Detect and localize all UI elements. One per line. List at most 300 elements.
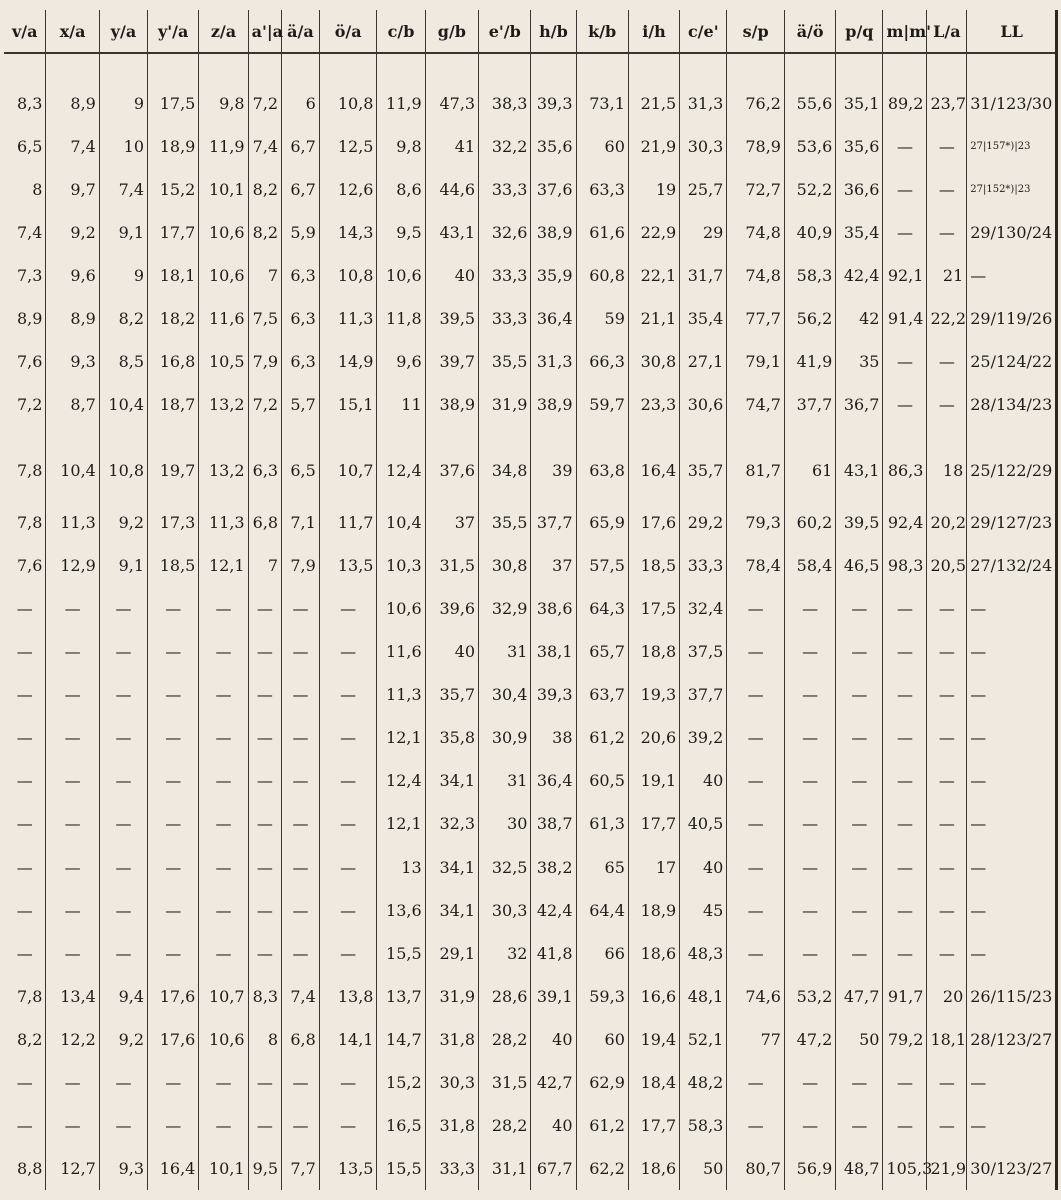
table-cell: — <box>148 802 199 845</box>
table-row <box>4 802 1056 845</box>
table-cell: — <box>727 932 785 975</box>
spacer-cell <box>377 53 425 82</box>
table-cell: 9,2 <box>99 1018 147 1061</box>
spacer-cell <box>531 53 576 82</box>
table-cell: 42,4 <box>531 889 576 932</box>
table-cell: — <box>967 673 1056 716</box>
table-cell: 47,3 <box>425 82 478 125</box>
table-cell: 10,7 <box>199 975 248 1018</box>
table-cell: 17,7 <box>628 1104 679 1147</box>
table-cell: 61,3 <box>576 802 628 845</box>
table-cell: 35,5 <box>479 340 531 383</box>
table-cell: 8 <box>32 180 43 200</box>
table-cell: 42,7 <box>531 1061 576 1104</box>
table-cell: 17,6 <box>148 1018 199 1061</box>
table-row <box>4 1018 1056 1061</box>
table-cell: 38,3 <box>479 82 531 125</box>
table-cell: 18,1 <box>148 254 199 297</box>
table-cell: — <box>836 932 883 975</box>
table-row <box>4 1104 1056 1147</box>
table-cell: — <box>99 889 147 932</box>
table-cell: — <box>784 716 835 759</box>
table-cell: 13,2 <box>199 426 248 501</box>
table-cell: 39,5 <box>425 297 478 340</box>
table-cell: — <box>282 1061 320 1104</box>
table-cell: — <box>16 900 33 920</box>
table-cell: — <box>883 125 927 168</box>
column-header: ä/a <box>282 10 320 53</box>
table-cell: — <box>99 587 147 630</box>
table-cell: 10,8 <box>319 82 377 125</box>
table-cell: 32,2 <box>479 125 531 168</box>
table-cell: 40 <box>680 759 727 802</box>
table-row <box>4 889 1056 932</box>
table-cell: — <box>883 1061 927 1104</box>
spacer-cell <box>248 53 282 82</box>
table-cell: — <box>46 673 99 716</box>
table-cell: 36,4 <box>531 759 576 802</box>
table-cell: 6 <box>282 82 320 125</box>
table-cell: 33,3 <box>479 254 531 297</box>
column-header: h/b <box>531 10 576 53</box>
spacer-cell <box>99 53 147 82</box>
table-cell: 26/115/23 <box>967 975 1056 1018</box>
table-cell: 29/119/26 <box>967 297 1056 340</box>
spacer-cell <box>967 53 1056 82</box>
table-cell: 8,3 <box>248 975 282 1018</box>
spacer-cell <box>425 53 478 82</box>
table-cell: — <box>199 673 248 716</box>
table-cell: — <box>148 673 199 716</box>
table-cell: 18 <box>927 426 967 501</box>
table-cell: — <box>16 1115 33 1135</box>
table-cell: 11 <box>377 383 425 426</box>
table-cell: 11,9 <box>377 82 425 125</box>
table-cell: 14,1 <box>319 1018 377 1061</box>
table-cell: 13,4 <box>46 975 99 1018</box>
table-cell: — <box>319 716 377 759</box>
table-cell: 47,2 <box>784 1018 835 1061</box>
table-cell: 33,3 <box>479 168 531 211</box>
column-header: s/p <box>727 10 785 53</box>
table-cell: — <box>99 716 147 759</box>
spacer-cell <box>479 53 531 82</box>
table-cell: 56,9 <box>784 1147 835 1190</box>
table-cell: — <box>148 630 199 673</box>
table-cell: 18,5 <box>148 544 199 587</box>
table-cell: — <box>927 340 967 383</box>
table-cell: — <box>927 759 967 802</box>
table-cell: 62,9 <box>576 1061 628 1104</box>
table-cell: 40 <box>531 1018 576 1061</box>
table-cell: 18,7 <box>148 383 199 426</box>
table-cell: 92,1 <box>883 254 927 297</box>
table-cell: 16,4 <box>148 1147 199 1190</box>
table-cell: 12,1 <box>377 716 425 759</box>
table-cell: — <box>784 1061 835 1104</box>
table-cell: — <box>46 716 99 759</box>
table-row <box>4 501 1056 544</box>
table-cell: 7,9 <box>248 340 282 383</box>
table-cell: 78,9 <box>727 125 785 168</box>
table-cell: 27,1 <box>680 340 727 383</box>
table-cell: 20,5 <box>927 544 967 587</box>
table-cell: 57,5 <box>576 544 628 587</box>
table-cell: 27/132/24 <box>967 544 1056 587</box>
table-cell: — <box>248 587 282 630</box>
table-cell: 5,9 <box>282 211 320 254</box>
table-cell: 34,1 <box>425 759 478 802</box>
table-cell: 79,2 <box>883 1018 927 1061</box>
table-cell: — <box>16 771 33 791</box>
table-cell: 36,4 <box>531 297 576 340</box>
table-cell: 7,8 <box>16 461 43 481</box>
table-cell: — <box>282 802 320 845</box>
header-spacer-row <box>4 53 1056 82</box>
table-cell: 7,4 <box>46 125 99 168</box>
table-cell: 12,4 <box>377 426 425 501</box>
table-cell: — <box>727 716 785 759</box>
table-cell: 37,6 <box>425 426 478 501</box>
table-cell: 33,3 <box>479 297 531 340</box>
table-cell: 66,3 <box>576 340 628 383</box>
table-cell: 28,6 <box>479 975 531 1018</box>
table-cell: — <box>927 716 967 759</box>
table-row <box>4 383 1056 426</box>
table-cell: 10,6 <box>199 254 248 297</box>
table-cell: 16,6 <box>628 975 679 1018</box>
table-cell: 39 <box>531 426 576 501</box>
table-cell: 6,8 <box>248 501 282 544</box>
table-cell: 50 <box>836 1018 883 1061</box>
spacer-cell <box>46 53 99 82</box>
spacer-cell <box>883 53 927 82</box>
table-cell: 6,7 <box>282 168 320 211</box>
spacer-cell <box>784 53 835 82</box>
table-cell: — <box>927 383 967 426</box>
table-cell: — <box>836 1061 883 1104</box>
table-cell: 21 <box>927 254 967 297</box>
column-header: m|m' <box>883 10 927 53</box>
table-cell: 39,3 <box>531 673 576 716</box>
table-cell: 7,5 <box>248 297 282 340</box>
table-cell: 34,1 <box>425 846 478 889</box>
table-cell: 13,7 <box>377 975 425 1018</box>
table-cell: 12,1 <box>199 544 248 587</box>
table-cell: — <box>46 932 99 975</box>
table-cell: 9,4 <box>99 975 147 1018</box>
table-cell: 79,3 <box>727 501 785 544</box>
table-cell: 7,1 <box>282 501 320 544</box>
table-cell: 8,2 <box>248 211 282 254</box>
table-cell: 13,8 <box>319 975 377 1018</box>
table-cell: 10,1 <box>199 1147 248 1190</box>
table-cell: 7 <box>248 544 282 587</box>
table-cell: 74,8 <box>727 254 785 297</box>
table-cell: 32,4 <box>680 587 727 630</box>
table-cell: — <box>148 846 199 889</box>
table-cell: 18,2 <box>148 297 199 340</box>
table-cell: 8,2 <box>99 297 147 340</box>
table-cell: 7,4 <box>282 975 320 1018</box>
table-cell: 17,7 <box>148 211 199 254</box>
table-cell: 29,1 <box>425 932 478 975</box>
table-cell: 31,7 <box>680 254 727 297</box>
table-cell: 10,6 <box>377 587 425 630</box>
table-cell: 19 <box>628 168 679 211</box>
table-cell: 53,6 <box>784 125 835 168</box>
table-cell: 32 <box>479 932 531 975</box>
table-cell: — <box>836 630 883 673</box>
table-cell: 8,6 <box>377 168 425 211</box>
table-cell: — <box>727 846 785 889</box>
table-cell: 61,2 <box>576 1104 628 1147</box>
table-cell: 65,7 <box>576 630 628 673</box>
table-cell: 9,3 <box>99 1147 147 1190</box>
table-cell: 8,9 <box>46 82 99 125</box>
table-cell: 28/134/23 <box>967 383 1056 426</box>
table-cell: 15,1 <box>319 383 377 426</box>
table-cell: 35,6 <box>836 125 883 168</box>
table-cell: 11,8 <box>377 297 425 340</box>
table-cell: 30,8 <box>479 544 531 587</box>
table-cell: — <box>784 759 835 802</box>
table-cell: — <box>199 889 248 932</box>
table-cell: 10,6 <box>199 1018 248 1061</box>
table-cell: 37,6 <box>531 168 576 211</box>
table-cell: — <box>46 759 99 802</box>
table-cell: 61,6 <box>576 211 628 254</box>
table-cell: 8,9 <box>16 309 43 329</box>
table-cell: 60,5 <box>576 759 628 802</box>
table-cell: 7,9 <box>282 544 320 587</box>
spacer-cell <box>148 53 199 82</box>
table-cell: 58,4 <box>784 544 835 587</box>
table-cell: 6,7 <box>282 125 320 168</box>
table-cell: 18,6 <box>628 932 679 975</box>
table-cell: — <box>199 587 248 630</box>
table-cell: — <box>148 932 199 975</box>
table-cell: 31 <box>479 759 531 802</box>
table-cell: 18,9 <box>628 889 679 932</box>
table-cell: 35,9 <box>531 254 576 297</box>
table-cell: 9,2 <box>46 211 99 254</box>
table-cell: 55,6 <box>784 82 835 125</box>
table-cell: 10,4 <box>377 501 425 544</box>
table-cell: 13,5 <box>319 1147 377 1190</box>
table-cell: 46,5 <box>836 544 883 587</box>
table-cell: — <box>282 932 320 975</box>
table-cell: 8,2 <box>16 1029 43 1049</box>
table-cell: — <box>883 587 927 630</box>
table-cell: 50 <box>680 1147 727 1190</box>
table-cell: 66 <box>576 932 628 975</box>
table-cell: 43,1 <box>836 426 883 501</box>
table-cell: 40,9 <box>784 211 835 254</box>
table-cell: 47,7 <box>836 975 883 1018</box>
table-cell: 6,5 <box>16 137 43 157</box>
table-cell: 31,1 <box>479 1147 531 1190</box>
table-cell: — <box>727 759 785 802</box>
table-cell: — <box>883 802 927 845</box>
table-cell: 22,1 <box>628 254 679 297</box>
table-cell: 67,7 <box>531 1147 576 1190</box>
table-cell: — <box>927 932 967 975</box>
table-cell: 31,5 <box>425 544 478 587</box>
table-row <box>4 975 1056 1018</box>
table-cell: 80,7 <box>727 1147 785 1190</box>
table-cell: 27|157*)|23 <box>967 125 1056 168</box>
table-cell: 60 <box>576 1018 628 1061</box>
table-cell: 9,8 <box>199 82 248 125</box>
column-header: y'/a <box>148 10 199 53</box>
table-cell: 42,4 <box>836 254 883 297</box>
table-cell: 59,7 <box>576 383 628 426</box>
table-cell: 38,9 <box>531 383 576 426</box>
table-cell: — <box>836 889 883 932</box>
table-cell: 10,1 <box>199 168 248 211</box>
table-cell: 23,3 <box>628 383 679 426</box>
table-cell: 43,1 <box>425 211 478 254</box>
column-header: g/b <box>425 10 478 53</box>
table-cell: — <box>927 673 967 716</box>
table-cell: 38,1 <box>531 630 576 673</box>
table-cell: 9,3 <box>46 340 99 383</box>
table-cell: 16,5 <box>377 1104 425 1147</box>
table-cell: 9 <box>99 254 147 297</box>
table-cell: 33,3 <box>680 544 727 587</box>
table-cell: 6,3 <box>248 426 282 501</box>
table-cell: 41,8 <box>531 932 576 975</box>
table-cell: — <box>99 802 147 845</box>
table-cell: 6,3 <box>282 340 320 383</box>
column-header: e'/b <box>479 10 531 53</box>
table-cell: 11,6 <box>377 630 425 673</box>
table-cell: 35,7 <box>425 673 478 716</box>
table-cell: 12,5 <box>319 125 377 168</box>
table-cell: 38,9 <box>425 383 478 426</box>
table-cell: 8,9 <box>46 297 99 340</box>
table-row <box>4 630 1056 673</box>
header-row <box>4 10 1056 53</box>
table-row <box>4 846 1056 889</box>
table-cell: 11,3 <box>319 297 377 340</box>
table-cell: — <box>836 846 883 889</box>
spacer-cell <box>4 53 46 82</box>
table-cell: 34,1 <box>425 889 478 932</box>
table-cell: 39,2 <box>680 716 727 759</box>
table-cell: — <box>967 802 1056 845</box>
table-cell: 10,4 <box>99 383 147 426</box>
table-cell: 28/123/27 <box>967 1018 1056 1061</box>
table-cell: 31,8 <box>425 1018 478 1061</box>
table-cell: 37 <box>425 501 478 544</box>
table-cell: 18,8 <box>628 630 679 673</box>
table-cell: 9,1 <box>99 544 147 587</box>
table-cell: 8 <box>248 1018 282 1061</box>
table-cell: 64,4 <box>576 889 628 932</box>
table-cell: 44,6 <box>425 168 478 211</box>
table-cell: 5,7 <box>282 383 320 426</box>
table-cell: — <box>99 846 147 889</box>
table-cell: — <box>784 587 835 630</box>
column-header: z/a <box>199 10 248 53</box>
table-cell: 60 <box>576 125 628 168</box>
table-cell: 16,4 <box>628 426 679 501</box>
table-cell: 63,3 <box>576 168 628 211</box>
table-cell: 7,4 <box>248 125 282 168</box>
spacer-cell <box>576 53 628 82</box>
table-cell: 98,3 <box>883 544 927 587</box>
table-cell: — <box>836 673 883 716</box>
table-cell: 13 <box>377 846 425 889</box>
table-cell: — <box>319 673 377 716</box>
table-cell: 14,3 <box>319 211 377 254</box>
table-cell: 37,7 <box>680 673 727 716</box>
table-cell: 48,3 <box>680 932 727 975</box>
table-cell: 61,2 <box>576 716 628 759</box>
table-cell: 7,4 <box>99 168 147 211</box>
table-cell: 14,9 <box>319 340 377 383</box>
table-cell: — <box>883 759 927 802</box>
table-cell: 34,8 <box>479 426 531 501</box>
table-cell: 39,7 <box>425 340 478 383</box>
table-cell: — <box>883 846 927 889</box>
table-cell: — <box>927 802 967 845</box>
table-cell: — <box>16 943 33 963</box>
table-cell: 76,2 <box>727 82 785 125</box>
column-header: v/a <box>4 10 46 53</box>
table-row <box>4 759 1056 802</box>
table-cell: 25/124/22 <box>967 340 1056 383</box>
table-cell: — <box>927 1061 967 1104</box>
table-cell: 8,3 <box>16 94 43 114</box>
table-cell: 39,5 <box>836 501 883 544</box>
table-cell: 65 <box>576 846 628 889</box>
spacer-cell <box>282 53 320 82</box>
table-cell: 62,2 <box>576 1147 628 1190</box>
column-header: x/a <box>46 10 99 53</box>
table-cell: 42 <box>836 297 883 340</box>
table-cell: 61 <box>784 426 835 501</box>
table-cell: 11,3 <box>46 501 99 544</box>
table-cell: 7 <box>248 254 282 297</box>
column-header: a'|a <box>248 10 282 53</box>
table-cell: 12,4 <box>377 759 425 802</box>
table-cell: 37,7 <box>531 501 576 544</box>
table-cell: 35,5 <box>479 501 531 544</box>
table-cell: 73,1 <box>576 82 628 125</box>
table-cell: 64,3 <box>576 587 628 630</box>
table-cell: 38,6 <box>531 587 576 630</box>
table-cell: — <box>784 673 835 716</box>
table-cell: — <box>319 630 377 673</box>
table-cell: — <box>248 889 282 932</box>
table-cell: 63,7 <box>576 673 628 716</box>
table-cell: — <box>319 1104 377 1147</box>
table-cell: — <box>967 587 1056 630</box>
table-cell: 18,5 <box>628 544 679 587</box>
table-cell: — <box>883 932 927 975</box>
table-cell: 8,8 <box>16 1158 43 1178</box>
table-cell: 13,2 <box>199 383 248 426</box>
table-cell: 17,7 <box>628 802 679 845</box>
table-cell: 8,2 <box>248 168 282 211</box>
table-cell: 40,5 <box>680 802 727 845</box>
spacer-cell <box>199 53 248 82</box>
table-cell: 48,1 <box>680 975 727 1018</box>
table-cell: — <box>836 1104 883 1147</box>
